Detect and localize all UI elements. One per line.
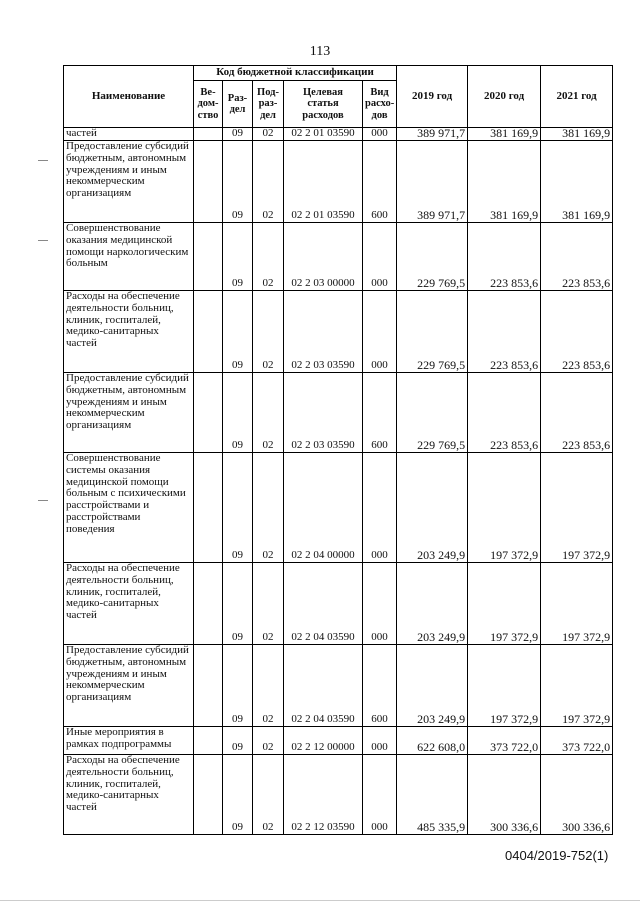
row-2021: 197 372,9 — [541, 563, 613, 645]
row-podrazdel: 02 — [253, 645, 284, 727]
row-2021: 381 169,9 — [541, 128, 613, 141]
row-razdel: 09 — [223, 291, 253, 373]
header-podrazdel-line: дел — [260, 109, 276, 121]
header-target-line: расходов — [302, 109, 344, 121]
row-2021: 223 853,6 — [541, 223, 613, 291]
header-2021: 2021 год — [541, 66, 613, 128]
row-ved — [194, 141, 223, 223]
row-2019: 203 249,9 — [397, 563, 468, 645]
row-podrazdel: 02 — [253, 223, 284, 291]
row-name: Предоставление субсидий бюджетным, автономным учреждениям и иным некоммерческим организациям — [64, 141, 194, 223]
row-2021: 223 853,6 — [541, 373, 613, 453]
row-target: 02 2 01 03590 — [284, 128, 363, 141]
row-2019: 229 769,5 — [397, 291, 468, 373]
header-razdel-line: дел — [229, 104, 246, 115]
row-2021: 381 169,9 — [541, 141, 613, 223]
row-vid: 000 — [363, 453, 397, 563]
row-podrazdel: 02 — [253, 453, 284, 563]
header-vedomstvo-line: Ве- — [200, 86, 216, 98]
row-razdel: 09 — [223, 223, 253, 291]
row-2021: 223 853,6 — [541, 291, 613, 373]
row-2020: 381 169,9 — [468, 141, 541, 223]
table-row — [64, 291, 613, 373]
row-razdel: 09 — [223, 755, 253, 835]
row-2019: 485 335,9 — [397, 755, 468, 835]
table-row — [64, 755, 613, 835]
row-2021: 197 372,9 — [541, 645, 613, 727]
row-2019: 229 769,5 — [397, 223, 468, 291]
header-razdel-line: Раз- — [227, 92, 248, 104]
row-vid: 600 — [363, 373, 397, 453]
row-podrazdel: 02 — [253, 373, 284, 453]
row-target: 02 2 03 00000 — [284, 223, 363, 291]
row-2020: 197 372,9 — [468, 453, 541, 563]
row-razdel: 09 — [223, 128, 253, 141]
row-ved — [194, 291, 223, 373]
row-podrazdel: 02 — [253, 128, 284, 141]
header-vid-line: дов — [371, 109, 388, 121]
page-number: 113 — [309, 44, 331, 59]
header-podrazdel-line: раз- — [258, 98, 278, 110]
row-podrazdel: 02 — [253, 755, 284, 835]
table-row — [64, 645, 613, 727]
row-name: Расходы на обеспечение деятельности больниц, клиник, госпиталей, медико-санитарных частей — [64, 291, 194, 373]
header-vid — [363, 81, 397, 128]
row-2019: 229 769,5 — [397, 373, 468, 453]
row-razdel: 09 — [223, 727, 253, 755]
header-target-line: статья — [307, 98, 339, 110]
row-vid: 000 — [363, 563, 397, 645]
row-vid: 000 — [363, 128, 397, 141]
row-name: Предоставление субсидий бюджетным, автономным учреждениям и иным некоммерческим организациям — [64, 373, 194, 453]
header-vedomstvo-line: дом- — [197, 98, 219, 110]
row-2019: 203 249,9 — [397, 453, 468, 563]
row-podrazdel: 02 — [253, 141, 284, 223]
row-target: 02 2 03 03590 — [284, 373, 363, 453]
row-name: Расходы на обеспечение деятельности больниц, клиник, госпиталей, медико-санитарных частей — [64, 563, 194, 645]
header-code-group: Код бюджетной классификации — [194, 66, 397, 81]
row-ved — [194, 563, 223, 645]
header-vedomstvo-line: ство — [197, 109, 219, 121]
row-2020: 223 853,6 — [468, 373, 541, 453]
row-podrazdel: 02 — [253, 727, 284, 755]
row-2020: 300 336,6 — [468, 755, 541, 835]
header-razdel — [223, 81, 253, 128]
header-vid-line: Вид — [370, 86, 389, 98]
table-row — [64, 128, 613, 141]
row-razdel: 09 — [223, 453, 253, 563]
row-name: Совершенствование системы оказания медицинской помощи больным с психическими расстройствами и расстройствами поведения — [64, 453, 194, 563]
table-row — [64, 453, 613, 563]
row-name: частей — [64, 128, 194, 141]
document-id: 0404/2019-752(1) — [505, 848, 609, 863]
row-2020: 223 853,6 — [468, 291, 541, 373]
row-ved — [194, 453, 223, 563]
header-target-line: Целевая — [303, 86, 343, 98]
row-ved — [194, 373, 223, 453]
row-target: 02 2 12 03590 — [284, 755, 363, 835]
row-vid: 000 — [363, 223, 397, 291]
row-2020: 373 722,0 — [468, 727, 541, 755]
row-razdel: 09 — [223, 373, 253, 453]
margin-mark — [38, 160, 48, 161]
row-ved — [194, 727, 223, 755]
row-2019: 389 971,7 — [397, 141, 468, 223]
header-podrazdel — [253, 81, 284, 128]
row-vid: 600 — [363, 645, 397, 727]
row-2020: 197 372,9 — [468, 563, 541, 645]
table-row — [64, 727, 613, 755]
row-target: 02 2 01 03590 — [284, 141, 363, 223]
row-target: 02 2 04 03590 — [284, 563, 363, 645]
row-2020: 197 372,9 — [468, 645, 541, 727]
margin-mark — [38, 500, 48, 501]
row-target: 02 2 03 03590 — [284, 291, 363, 373]
row-target: 02 2 12 00000 — [284, 727, 363, 755]
row-vid: 000 — [363, 291, 397, 373]
row-2021: 300 336,6 — [541, 755, 613, 835]
row-name: Совершенствование оказания медицинской помощи наркологическим больным — [64, 223, 194, 291]
row-podrazdel: 02 — [253, 291, 284, 373]
row-target: 02 2 04 03590 — [284, 645, 363, 727]
row-razdel: 09 — [223, 141, 253, 223]
table-header — [64, 66, 613, 128]
header-name: Наименование — [64, 66, 194, 128]
row-2021: 373 722,0 — [541, 727, 613, 755]
row-vid: 000 — [363, 727, 397, 755]
header-vedomstvo — [194, 81, 223, 128]
row-ved — [194, 645, 223, 727]
row-2020: 223 853,6 — [468, 223, 541, 291]
row-vid: 600 — [363, 141, 397, 223]
row-vid: 000 — [363, 755, 397, 835]
row-podrazdel: 02 — [253, 563, 284, 645]
table-row — [64, 223, 613, 291]
page-bottom-edge — [0, 900, 640, 901]
margin-mark — [38, 240, 48, 241]
row-razdel: 09 — [223, 563, 253, 645]
row-ved — [194, 128, 223, 141]
row-2020: 381 169,9 — [468, 128, 541, 141]
row-2019: 203 249,9 — [397, 645, 468, 727]
table-row — [64, 373, 613, 453]
budget-table — [63, 65, 613, 835]
row-ved — [194, 755, 223, 835]
row-name: Иные мероприятия в рамках подпрограммы — [64, 727, 194, 755]
header-vid-line: расхо- — [365, 98, 395, 110]
row-ved — [194, 223, 223, 291]
table-row — [64, 141, 613, 223]
header-target — [284, 81, 363, 128]
row-2021: 197 372,9 — [541, 453, 613, 563]
header-podrazdel-line: Под- — [257, 86, 279, 98]
row-2019: 389 971,7 — [397, 128, 468, 141]
row-2019: 622 608,0 — [397, 727, 468, 755]
table-row — [64, 563, 613, 645]
row-name: Предоставление субсидий бюджетным, автономным учреждениям и иным некоммерческим организациям — [64, 645, 194, 727]
row-razdel: 09 — [223, 645, 253, 727]
header-2019: 2019 год — [397, 66, 468, 128]
row-target: 02 2 04 00000 — [284, 453, 363, 563]
row-name: Расходы на обеспечение деятельности больниц, клиник, госпиталей, медико-санитарных частей — [64, 755, 194, 835]
header-2020: 2020 год — [468, 66, 541, 128]
